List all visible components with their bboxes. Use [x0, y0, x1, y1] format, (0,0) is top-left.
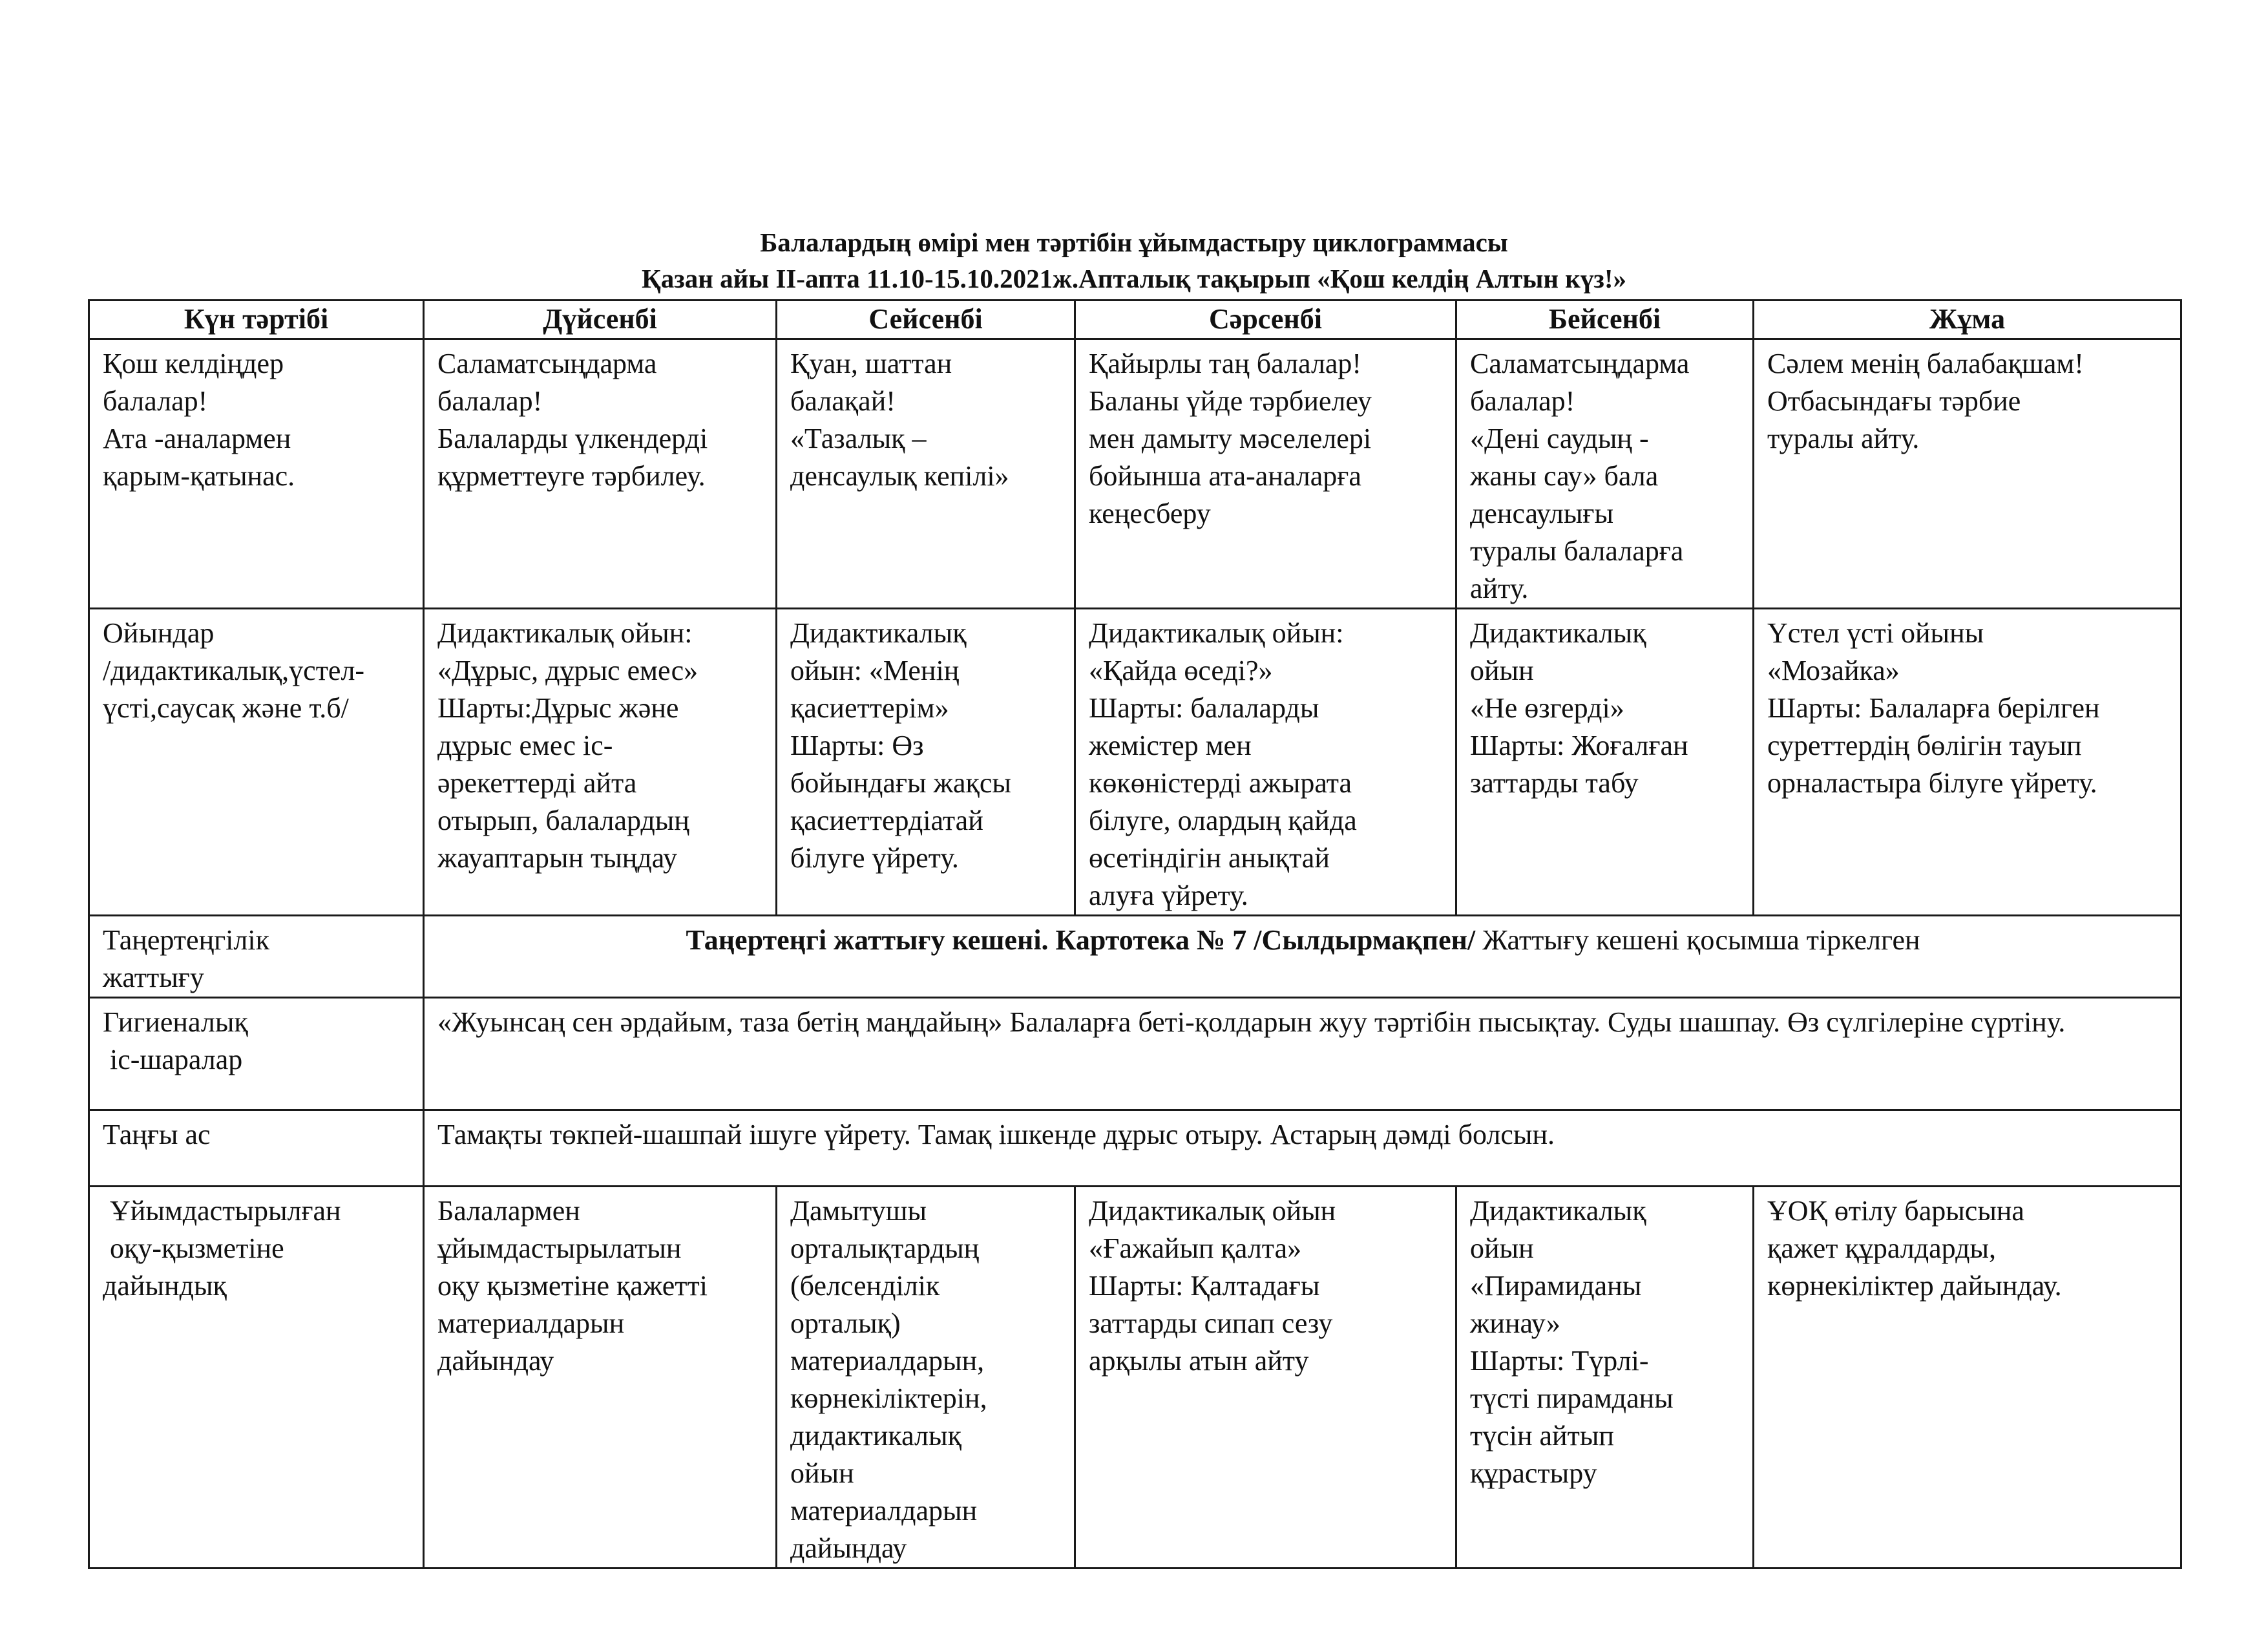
cell-line: ойын: «Менің [790, 655, 960, 686]
cell-line: ойын [790, 1457, 854, 1489]
cell-line: орталықтардың [790, 1232, 980, 1264]
schedule-table [88, 299, 2182, 1569]
cell-line: Саламатсыңдарма [437, 348, 657, 379]
row-label-cell [89, 916, 424, 998]
cell-line: «Дұрыс, дұрыс емес» [437, 655, 698, 686]
cell-line: Гигиеналық [103, 1006, 248, 1038]
cell-line: балақай! [790, 385, 896, 417]
table-cell [777, 609, 1075, 916]
cell-line: дайындық [103, 1270, 227, 1302]
cell-line: заттарды сипап сезу [1089, 1307, 1333, 1339]
cell-line: көрнекіліктерін, [790, 1382, 987, 1414]
table-row [89, 998, 2181, 1110]
cell-line: «Мозайка» [1767, 655, 1900, 686]
cell-line: Дидактикалық [790, 617, 967, 649]
row-label-cell [89, 1110, 424, 1187]
header-cell: Жұма [1754, 301, 2181, 339]
cell-line: қарым-қатынас. [103, 460, 295, 492]
cell-line: «Дені саудың - [1470, 423, 1649, 454]
cell-line: ұйымдастырылатын [437, 1232, 682, 1264]
cell-line: Тамақты төкпей-шашпай ішуге үйрету. Тамақ ішкенде дұрыс отыру. Астарың дәмді болсын. [437, 1119, 1555, 1150]
cell-line: материалдарын [437, 1307, 625, 1339]
cell-line: Сәлем менің балабақшам! [1767, 348, 2084, 379]
cell-line: үсті,саусақ және т.б/ [103, 692, 349, 724]
cell-line: Дамытушы [790, 1195, 927, 1227]
hygiene-cell [424, 998, 2181, 1110]
cell-line: Қайырлы таң балалар! [1089, 348, 1362, 379]
cell-line: алуға үйрету. [1089, 880, 1248, 911]
document-title: Балалардың өмірі мен тәртібін ұйымдастыру циклограммасы [760, 227, 1508, 257]
cell-line: білуге үйрету. [790, 842, 959, 874]
cell-line: жауаптарын тыңдау [437, 842, 678, 874]
row-label-cell [89, 1187, 424, 1569]
cell-line: жемістер мен [1089, 730, 1252, 761]
table-cell [424, 609, 777, 916]
table-row [89, 339, 2181, 609]
cell-line: /дидактикалық,үстел- [103, 655, 365, 686]
table-cell [777, 339, 1075, 609]
exercise-note: Жаттығу кешені қосымша тіркелген [1475, 924, 1920, 956]
table-cell [424, 1187, 777, 1569]
cell-line: жинау» [1470, 1307, 1560, 1339]
table-row [89, 1187, 2181, 1569]
cell-line: кеңесберу [1089, 498, 1211, 529]
table-cell [1075, 609, 1456, 916]
cell-line: Балалармен [437, 1195, 580, 1227]
cell-line: Дидактикалық [1470, 617, 1646, 649]
table-cell [1075, 339, 1456, 609]
cell-line: дайындау [790, 1532, 907, 1564]
cell-line: Отбасындағы тәрбие [1767, 385, 2021, 417]
cell-line: өсетіндігін анықтай [1089, 842, 1330, 874]
cell-line: Саламатсыңдарма [1470, 348, 1690, 379]
cell-line: денсаулығы [1470, 498, 1614, 529]
cell-line: Қош келдіңдер [103, 348, 284, 379]
cell-line: Қуан, шаттан [790, 348, 952, 379]
cell-line: Дидактикалық ойын: [1089, 617, 1344, 649]
cell-line: Ұйымдастырылған [103, 1195, 341, 1227]
cell-line: мен дамыту мәселелері [1089, 423, 1372, 454]
cell-line: дұрыс емес іс- [437, 730, 613, 761]
cell-line: балалар! [103, 385, 208, 417]
cell-line: Ата -аналармен [103, 423, 291, 454]
table-row [89, 609, 2181, 916]
row-label-cell [89, 339, 424, 609]
table-row [89, 916, 2181, 998]
cell-line: «Тазалық – [790, 423, 927, 454]
cell-line: көкөністерді ажырата [1089, 767, 1352, 799]
cell-line: түсті пирамданы [1470, 1382, 1674, 1414]
cell-line: құрметтеуге тәрбилеу. [437, 460, 706, 492]
table-cell [1075, 1187, 1456, 1569]
cell-line: арқылы атын айту [1089, 1345, 1309, 1377]
cell-line: Шарты: Жоғалған [1470, 730, 1688, 761]
cell-line: іс-шаралар [103, 1044, 243, 1075]
table-cell [1456, 609, 1754, 916]
table-cell [1754, 1187, 2181, 1569]
cell-line: көрнекіліктер дайындау. [1767, 1270, 2062, 1302]
cell-line: бойындағы жақсы [790, 767, 1011, 799]
cell-line: Үстел үсті ойыны [1767, 617, 1984, 649]
cell-line: Баланы үйде тәрбиелеу [1089, 385, 1372, 417]
cell-line: отырып, балалардың [437, 805, 689, 836]
table-cell [1754, 609, 2181, 916]
cell-line: (белсенділік [790, 1270, 940, 1302]
cell-line: түсін айтып [1470, 1420, 1614, 1452]
exercise-title: Таңертеңгі жаттығу кешені. Картотека № 7 /Сылдырмақпен/ [686, 924, 1476, 956]
cell-line: Ойындар [103, 617, 215, 649]
cell-line: Шарты: балаларды [1089, 692, 1319, 724]
cell-line: туралы балаларға [1470, 535, 1684, 567]
table-cell [424, 339, 777, 609]
cell-line: дайындау [437, 1345, 554, 1377]
breakfast-cell [424, 1110, 2181, 1187]
cell-line: Дидактикалық [1470, 1195, 1646, 1227]
header-cell: Бейсенбі [1456, 301, 1754, 339]
cell-line: орталық) [790, 1307, 901, 1339]
header-cell: Сәрсенбі [1075, 301, 1456, 339]
cell-line: бойынша ата-аналарға [1089, 460, 1361, 492]
header-row [89, 301, 2181, 339]
cell-line: қасиеттердіатай [790, 805, 983, 836]
table-row [89, 1110, 2181, 1187]
cell-line: құрастыру [1470, 1457, 1597, 1489]
cell-line: білуге, олардың қайда [1089, 805, 1357, 836]
cell-line: Шарты: Қалтадағы [1089, 1270, 1320, 1302]
cell-line [437, 922, 2168, 959]
cell-line: туралы айту. [1767, 423, 1920, 454]
header-cell: Сейсенбі [777, 301, 1075, 339]
header-cell: Күн тәртібі [89, 301, 424, 339]
cell-line: оқу-қызметіне [103, 1232, 284, 1264]
cell-line: балалар! [1470, 385, 1575, 417]
cell-line: «Жуынсаң сен әрдайым, таза бетің маңдайың» Балаларға беті-қолдарын жуу тәртібін пысықтау. Суды шашпау. Өз сүлгілеріне сүртіну. [437, 1006, 2066, 1038]
cell-line: Дидактикалық ойын [1089, 1195, 1336, 1227]
cell-line: Шарты:Дұрыс және [437, 692, 679, 724]
table-cell [1456, 1187, 1754, 1569]
cell-line: орналастыра білуге үйрету. [1767, 767, 2097, 799]
cell-line: қажет құралдарды, [1767, 1232, 1997, 1264]
cell-line: Шарты: Өз [790, 730, 924, 761]
cell-line: Дидактикалық ойын: [437, 617, 693, 649]
cell-line: Шарты: Балаларға берілген [1767, 692, 2100, 724]
cell-line: дидактикалық [790, 1420, 961, 1452]
table-cell [1754, 339, 2181, 609]
cell-line: материалдарын [790, 1495, 978, 1527]
table-cell [1456, 339, 1754, 609]
cell-line: заттарды табу [1470, 767, 1639, 799]
cell-line: қасиеттерім» [790, 692, 949, 724]
row-label-cell [89, 998, 424, 1110]
cell-line: «Не өзгерді» [1470, 692, 1624, 724]
morning-exercise-cell [424, 916, 2181, 998]
cell-line: «Пирамиданы [1470, 1270, 1642, 1302]
table-cell [777, 1187, 1075, 1569]
row-label-cell [89, 609, 424, 916]
cell-line: Балаларды үлкендерді [437, 423, 708, 454]
cell-line: Таңғы ас [103, 1119, 211, 1150]
cell-line: «Қайда өседі?» [1089, 655, 1273, 686]
cell-line: денсаулық кепілі» [790, 460, 1009, 492]
document-subtitle: Қазан айы ІІ-апта 11.10-15.10.2021ж.Апталық тақырып «Қош келдің Алтын күз!» [642, 264, 1626, 293]
cell-line: жаттығу [103, 962, 204, 993]
cell-line: ҰОҚ өтілу барысына [1767, 1195, 2024, 1227]
cell-line: материалдарын, [790, 1345, 985, 1377]
cell-line: суреттердің бөлігін тауып [1767, 730, 2082, 761]
cell-line: «Ғажайып қалта» [1089, 1232, 1302, 1264]
cell-line: Таңертеңгілік [103, 924, 269, 956]
cell-line: жаны сау» бала [1470, 460, 1659, 492]
cell-line: ойын [1470, 1232, 1534, 1264]
cell-line: Шарты: Түрлі- [1470, 1345, 1649, 1377]
cell-line: әрекеттерді айта [437, 767, 637, 799]
cell-line: оқу қызметіне қажетті [437, 1270, 708, 1302]
cell-line: балалар! [437, 385, 543, 417]
cell-line: айту. [1470, 573, 1529, 604]
header-cell: Дүйсенбі [424, 301, 777, 339]
cell-line: ойын [1470, 655, 1534, 686]
